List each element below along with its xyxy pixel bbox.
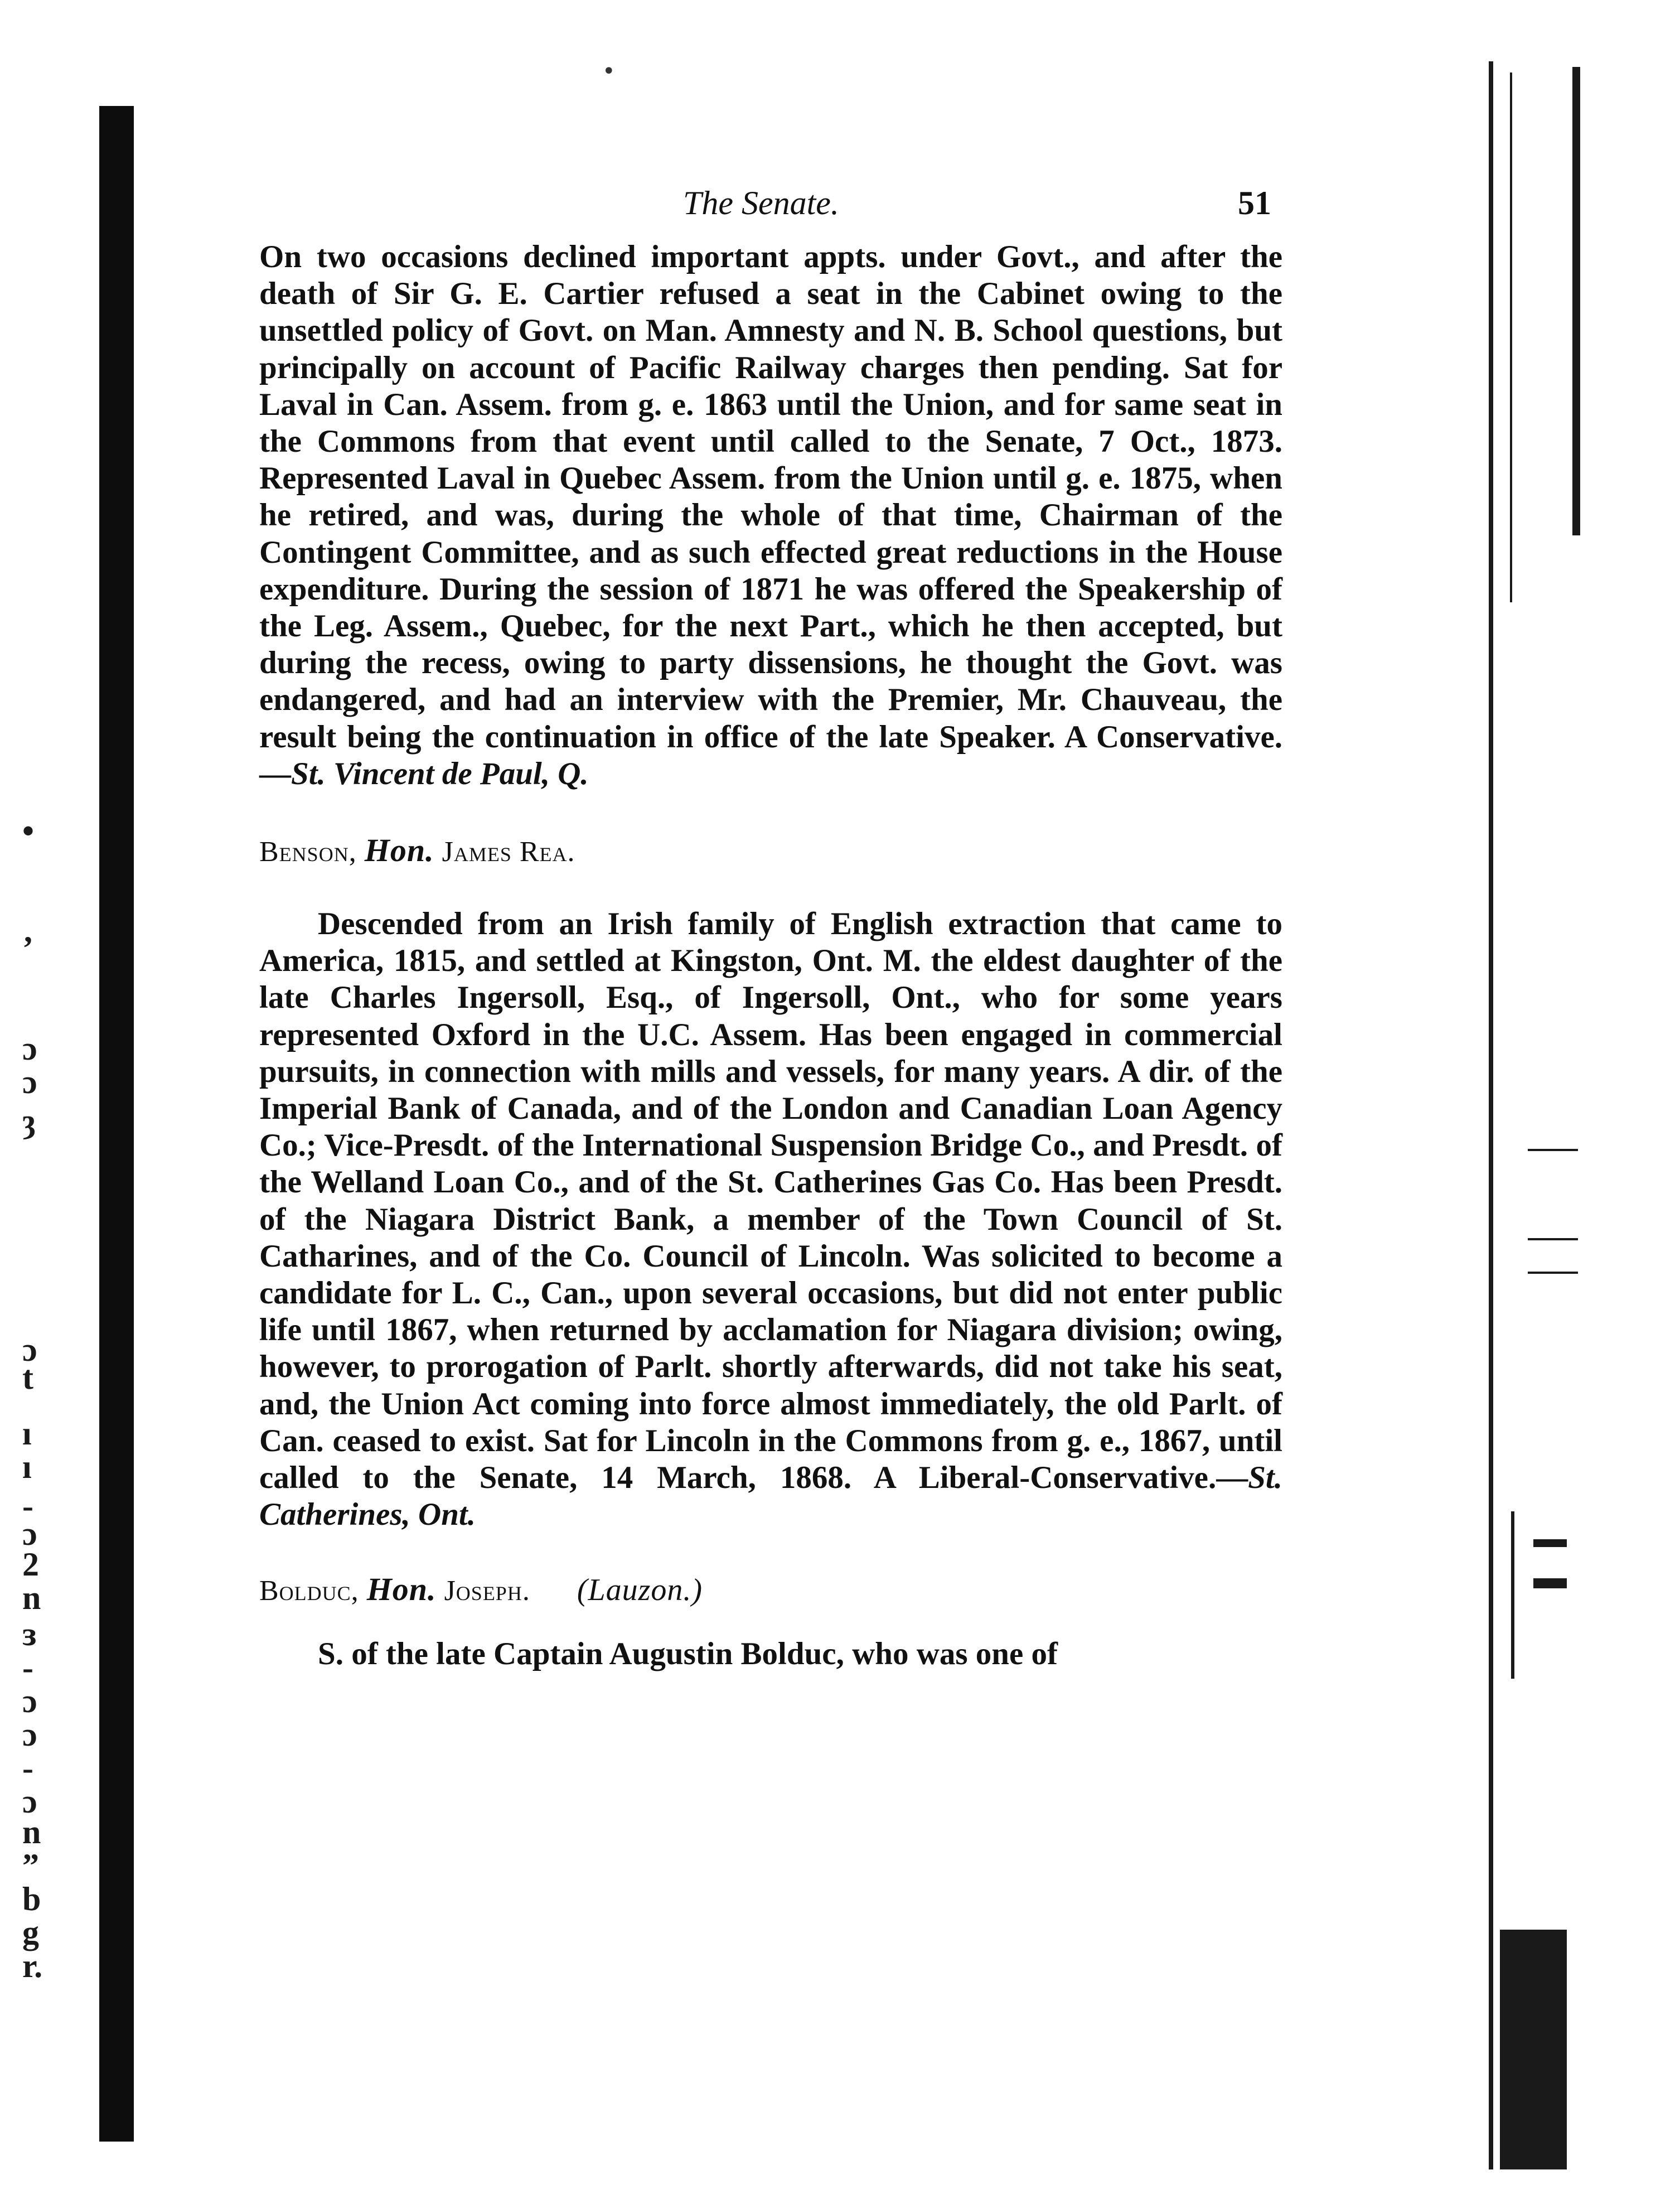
entry-paragraph xyxy=(259,906,1282,1533)
margin-glyph: - xyxy=(22,1649,33,1686)
page-number: 51 xyxy=(1238,185,1271,221)
entry-text: S. of the late Captain Augustin Bolduc, who was one of xyxy=(318,1636,1058,1671)
entry-district: (Lauzon.) xyxy=(577,1572,703,1607)
margin-glyph: n xyxy=(22,1814,41,1850)
margin-glyph: ɔ xyxy=(22,1683,37,1719)
margin-glyph: ɔ xyxy=(22,1030,37,1067)
margin-glyph: ɔ xyxy=(22,1331,37,1368)
running-head xyxy=(259,184,1282,234)
margin-glyph: • xyxy=(22,813,35,849)
margin-glyph: ɜ xyxy=(22,1616,37,1652)
margin-glyph: t xyxy=(22,1359,33,1396)
entry-surname: Benson, xyxy=(259,836,357,868)
margin-glyph: ɔ xyxy=(22,1064,37,1100)
binding-shadow xyxy=(99,106,134,2142)
next-page-edge xyxy=(1478,61,1589,2169)
margin-glyph: r. xyxy=(22,1947,43,1984)
previous-page-margin xyxy=(0,770,84,2136)
entry-heading xyxy=(259,1570,1282,1608)
margin-glyph: ɔ xyxy=(22,1716,37,1753)
residence: St. Vincent de Paul, Q. xyxy=(291,756,589,791)
running-title: The Senate. xyxy=(683,185,839,221)
margin-glyph: ɔ xyxy=(22,1515,37,1552)
scan-speck: • xyxy=(602,59,616,84)
margin-glyph: ɔ xyxy=(22,1783,37,1820)
entry-honorific: Hon. xyxy=(364,832,434,869)
residence: St. Catherines, Ont. xyxy=(259,1460,1282,1533)
margin-glyph: ’ xyxy=(22,930,33,966)
entry-text: Descended from an Irish family of English extraction that came to America, 1815, and settled at Kingston, Ont. M. the eldest daughter of the late Charles Ingersoll, Esq., of Ingersoll, Ont., who for some years represented Oxford in the U.C. Assem. Has been engaged in commercial pursuits, in connection with mills and vessels, for many years. A dir. of the Imperial Bank of Canada, and of the London and Canadian Loan Agency Co.; Vice-Presdt. of the International Suspension Bridge Co., and Presdt. of the Welland Loan Co., and of the St. Catherines Gas Co. Has been Presdt. of the Niagara District Bank, a member of the Town Council of St. Catharines, and of the Co. Council of Lincoln. Was solicited to become a candidate for L. C., Can., upon several occasions, but did not enter public life until 1867, when returned by acclamation for Niagara division; owing, however, to prorogation of Parlt. shortly afterwards, did not take his seat, and, the Union Act coming into force almost immediately, the old Parlt. of Can. ceased to exist. Sat for Lincoln in the Commons from g. e., 1867, until called to the Senate, 14 March, 1868. A Liberal-Conservative.— xyxy=(259,906,1282,1496)
margin-glyph: g xyxy=(22,1914,39,1951)
page-text xyxy=(259,184,1282,1673)
margin-glyph: ” xyxy=(22,1847,39,1884)
entry-surname: Bolduc, xyxy=(259,1574,359,1607)
margin-glyph: - xyxy=(22,1750,33,1786)
entry-honorific: Hon. xyxy=(366,1570,437,1607)
margin-glyph: b xyxy=(22,1881,41,1917)
continuation-text: On two occasions declined important appts. under Govt., and after the death of Sir G. E. Cartier refused a seat in the Cabinet owing to the unsettled policy of Govt. on Man. Amnesty and N. B. School questions, but principally on account of Pacific Railway charges then pending. Sat for Laval in Can. Assem. from g. e. 1863 until the Union, and for same seat in the Commons from that event until called to the Senate, 7 Oct., 1873. Represented Laval in Quebec Assem. from the Union until g. e. 1875, when he retired, and was, during the whole of that time, Chairman of the Contingent Committee, and as such effected great reductions in the House expenditure. During the session of 1871 he was offered the Speakership of the Leg. Assem., Quebec, for the next Part., which he then accepted, but during the recess, owing to party dissensions, he thought the Govt. was endangered, and had an interview with the Premier, Mr. Chauveau, the result being the continuation in office of the late Speaker. A Conservative.— xyxy=(259,239,1282,791)
entry-given-names: Joseph. xyxy=(444,1574,530,1607)
margin-glyph: ȝ xyxy=(22,1103,35,1139)
margin-glyph: ı xyxy=(22,1415,32,1452)
margin-glyph: - xyxy=(22,1487,33,1524)
entry-given-names: James Rea. xyxy=(442,836,575,868)
entry-heading xyxy=(259,832,1282,869)
continuation-paragraph xyxy=(259,239,1282,792)
entry-paragraph xyxy=(259,1636,1282,1673)
margin-glyph: n xyxy=(22,1579,41,1616)
margin-glyph: 2 xyxy=(22,1546,39,1583)
margin-glyph: ı xyxy=(22,1448,32,1485)
